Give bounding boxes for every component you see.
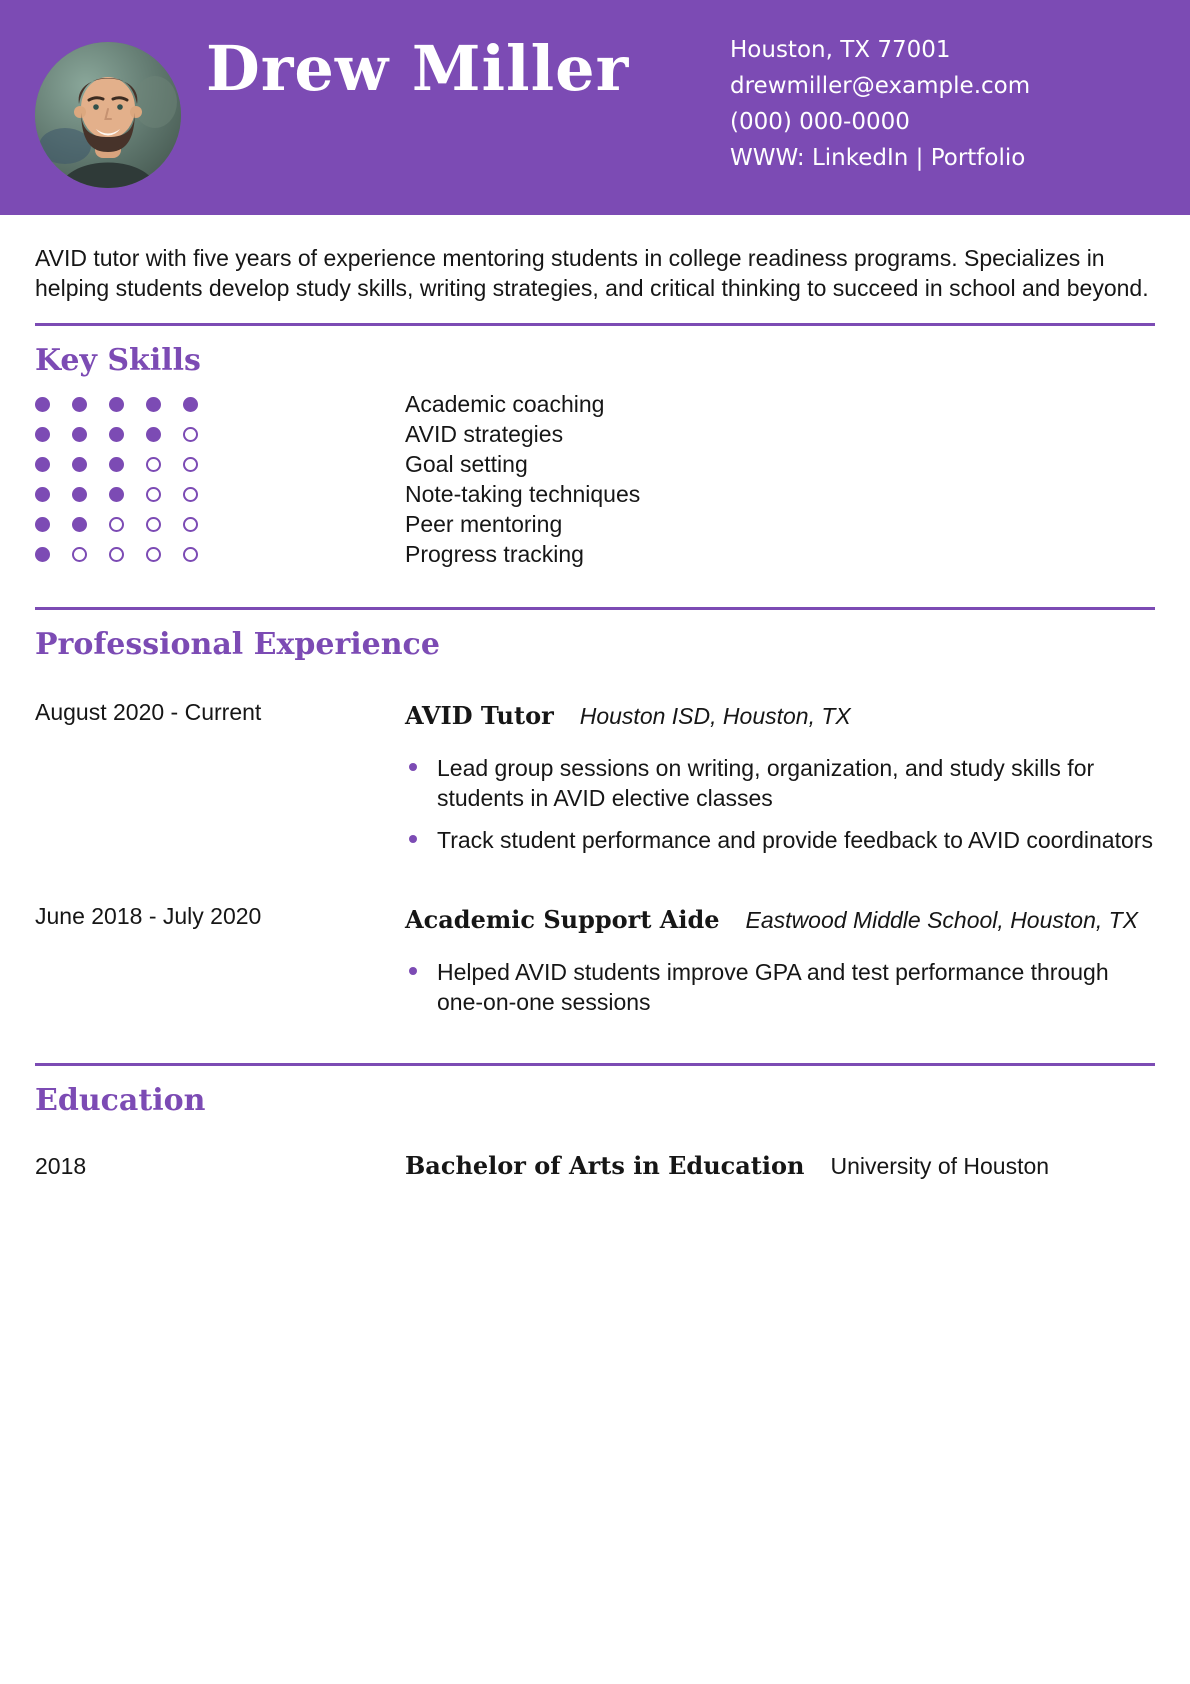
empty-dot-icon — [146, 517, 161, 532]
skill-rating-dots — [35, 397, 405, 412]
job-bullet: Helped AVID students improve GPA and test performance through one-on-one sessions — [437, 957, 1155, 1017]
filled-dot-icon — [72, 487, 87, 502]
empty-dot-icon — [109, 547, 124, 562]
skill-row — [35, 509, 1155, 539]
skill-rating-dots — [35, 517, 405, 532]
education-title: Education — [35, 1083, 206, 1118]
section-education — [35, 1083, 1155, 1183]
skill-label: Progress tracking — [405, 541, 584, 567]
empty-dot-icon — [146, 487, 161, 502]
empty-dot-icon — [183, 547, 198, 562]
empty-dot-icon — [109, 517, 124, 532]
job-headline — [405, 695, 1155, 737]
skill-row — [35, 449, 1155, 479]
skill-row — [35, 479, 1155, 509]
resume-body — [0, 243, 1190, 1183]
job-company: Eastwood Middle School, Houston, TX — [745, 907, 1139, 933]
contact-location: Houston, TX 77001 — [730, 37, 951, 63]
filled-dot-icon — [35, 457, 50, 472]
education-year: 2018 — [35, 1153, 87, 1179]
skill-label: Goal setting — [405, 451, 528, 477]
education-details — [405, 1149, 1155, 1183]
job-bullet-list — [405, 753, 1155, 855]
filled-dot-icon — [35, 427, 50, 442]
skill-rating-dots — [35, 457, 405, 472]
job-dates: June 2018 - July 2020 — [35, 903, 262, 929]
job-dates: August 2020 - Current — [35, 699, 262, 725]
job-details — [405, 899, 1155, 1029]
empty-dot-icon — [183, 517, 198, 532]
skill-label: Peer mentoring — [405, 511, 563, 537]
summary-paragraph: AVID tutor with five years of experience mentoring students in college readiness programs. Specializes in helping students develop study skills, writing strategies, and critical thinking to succeed in school and beyond. — [35, 245, 1149, 301]
job-title: AVID Tutor — [405, 701, 554, 730]
job-bullet-list — [405, 957, 1155, 1017]
job-entry — [35, 899, 1155, 1029]
section-key-skills — [35, 343, 1155, 607]
skill-rating-dots — [35, 547, 405, 562]
filled-dot-icon — [109, 427, 124, 442]
job-title: Academic Support Aide — [405, 905, 720, 934]
skill-row — [35, 539, 1155, 569]
skill-row — [35, 419, 1155, 449]
contact-phone: (000) 000-0000 — [730, 109, 910, 135]
profile-photo — [35, 42, 181, 188]
skill-rating-dots — [35, 427, 405, 442]
filled-dot-icon — [72, 457, 87, 472]
education-degree: Bachelor of Arts in Education — [405, 1151, 805, 1180]
filled-dot-icon — [35, 397, 50, 412]
filled-dot-icon — [146, 397, 161, 412]
person-name: Drew Miller — [206, 32, 630, 105]
header-band — [0, 0, 1190, 215]
job-details — [405, 695, 1155, 867]
contact-email[interactable]: drewmiller@example.com — [730, 73, 1031, 99]
filled-dot-icon — [109, 457, 124, 472]
skill-rating-dots — [35, 487, 405, 502]
skill-label: Note-taking techniques — [405, 481, 641, 507]
filled-dot-icon — [35, 517, 50, 532]
job-entry — [35, 695, 1155, 867]
empty-dot-icon — [72, 547, 87, 562]
filled-dot-icon — [72, 427, 87, 442]
job-bullet: Lead group sessions on writing, organization, and study skills for students in AVID elective classes — [437, 753, 1155, 813]
section-experience — [35, 627, 1155, 1063]
filled-dot-icon — [72, 517, 87, 532]
filled-dot-icon — [35, 547, 50, 562]
skill-label: Academic coaching — [405, 391, 605, 417]
experience-title: Professional Experience — [35, 627, 440, 662]
job-bullet: Track student performance and provide feedback to AVID coordinators — [437, 825, 1155, 855]
empty-dot-icon — [183, 457, 198, 472]
filled-dot-icon — [109, 397, 124, 412]
empty-dot-icon — [183, 487, 198, 502]
section-divider — [35, 1063, 1155, 1066]
skill-row — [35, 389, 1155, 419]
section-divider — [35, 323, 1155, 326]
filled-dot-icon — [183, 397, 198, 412]
key-skills-title: Key Skills — [35, 343, 201, 378]
filled-dot-icon — [35, 487, 50, 502]
section-divider — [35, 607, 1155, 610]
job-company: Houston ISD, Houston, TX — [579, 703, 851, 729]
contact-website-links[interactable]: WWW: LinkedIn | Portfolio — [730, 145, 1026, 171]
education-entry — [35, 1149, 1155, 1183]
profile-photo-illustration — [35, 42, 181, 188]
empty-dot-icon — [146, 547, 161, 562]
skills-list — [35, 389, 1155, 569]
skill-label: AVID strategies — [405, 421, 564, 447]
filled-dot-icon — [109, 487, 124, 502]
filled-dot-icon — [72, 397, 87, 412]
job-headline — [405, 899, 1155, 941]
empty-dot-icon — [183, 427, 198, 442]
contact-info — [730, 32, 1030, 176]
empty-dot-icon — [146, 457, 161, 472]
education-school: University of Houston — [830, 1153, 1050, 1179]
filled-dot-icon — [146, 427, 161, 442]
